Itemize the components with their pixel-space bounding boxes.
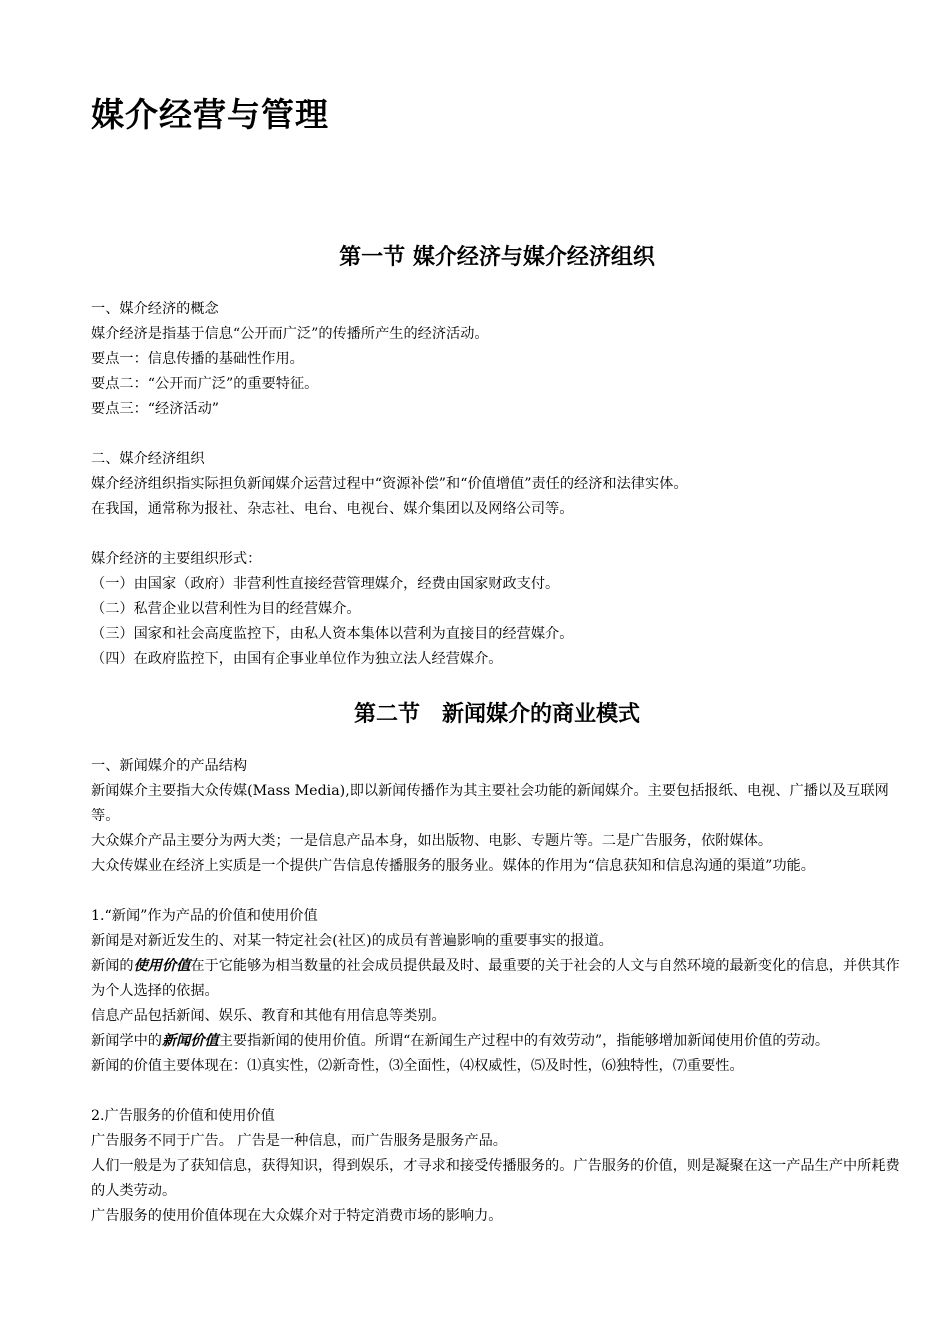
organization-examples: 在我国，通常称为报社、杂志社、电台、电视台、媒介集团以及网络公司等。: [91, 501, 574, 517]
news-value-para-1: 新闻是对新近发生的、对某一特定社会(社区)的成员有普遍影响的重要事实的报道。: [91, 933, 613, 949]
news-value-heading: 1.“新闻”作为产品的价值和使用价值: [91, 908, 318, 924]
news-value-para-2: [91, 954, 903, 1004]
news-value-para-2-prefix: 新闻的: [91, 958, 134, 974]
organization-definition: 媒介经济组织指实际担负新闻媒介运营过程中“资源补偿”和“价值增值”责任的经济和法律实体。: [91, 476, 688, 492]
ad-value-para-1: 广告服务不同于广告。 广告是一种信息，而广告服务是服务产品。: [91, 1133, 507, 1149]
concept-point-1: 要点一：信息传播的基础性作用。: [91, 351, 304, 367]
product-structure-heading: 一、新闻媒介的产品结构: [91, 758, 248, 774]
form-item-4: （四）在政府监控下，由国有企事业单位作为独立法人经营媒介。: [91, 651, 503, 667]
spacer: [91, 879, 903, 904]
news-value-para-3: 信息产品包括新闻、娱乐、教育和其他有用信息等类别。: [91, 1008, 446, 1024]
organization-heading: 二、媒介经济组织: [91, 451, 205, 467]
section1-heading: 第一节 媒介经济与媒介经济组织: [339, 244, 655, 270]
ad-value-para-2: 人们一般是为了获知信息，获得知识，得到娱乐，才寻求和接受传播服务的。广告服务的价值，则是凝聚在这一产品生产中所耗费的人类劳动。: [91, 1158, 900, 1199]
news-value-para-4-suffix: 主要指新闻的使用价值。所谓“在新闻生产过程中的有效劳动”，指能够增加新闻使用价值的劳动。: [218, 1033, 830, 1049]
product-structure-para-2: 大众媒介产品主要分为两大类；一是信息产品本身，如出版物、电影、专题片等。二是广告服务，依附媒体。: [91, 833, 773, 849]
spacer: [91, 522, 903, 547]
concept-point-2: 要点二：“公开而广泛”的重要特征。: [91, 376, 319, 392]
form-item-2: （二）私营企业以营利性为目的经营媒介。: [91, 601, 361, 617]
ad-value-para-3: 广告服务的使用价值体现在大众媒介对于特定消费市场的影响力。: [91, 1208, 503, 1224]
document-title: 媒介经营与管理: [91, 95, 329, 134]
concept-heading: 一、媒介经济的概念: [91, 301, 219, 317]
section2-heading: 第二节 新闻媒介的商业模式: [353, 701, 640, 727]
news-value-para-4-prefix: 新闻学中的: [91, 1033, 162, 1049]
news-value-para-5: 新闻的价值主要体现在：⑴真实性，⑵新奇性，⑶全面性，⑷权威性，⑸及时性，⑹独特性，⑺重要性。: [91, 1058, 744, 1074]
news-value-para-4: [91, 1029, 903, 1054]
forms-heading: 媒介经济的主要组织形式：: [91, 551, 262, 567]
news-value-para-2-suffix: 在于它能够为相当数量的社会成员提供最及时、最重要的关于社会的人文与自然环境的最新变化的信息，并供其作为个人选择的依据。: [91, 958, 900, 999]
use-value-emphasis: 使用价值: [133, 958, 191, 974]
product-structure-para-1: 新闻媒介主要指大众传媒(Mass Media),即以新闻传播作为其主要社会功能的新闻媒介。主要包括报纸、电视、广播以及互联网等。: [91, 783, 889, 824]
product-structure-para-3: 大众传媒业在经济上实质是一个提供广告信息传播服务的服务业。媒体的作用为“信息获知和信息沟通的渠道”功能。: [91, 858, 815, 874]
news-value-emphasis: 新闻价值: [161, 1033, 219, 1049]
form-item-1: （一）由国家（政府）非营利性直接经营管理媒介，经费由国家财政支付。: [91, 576, 560, 592]
spacer: [91, 1079, 903, 1104]
section2-body: [91, 754, 903, 1229]
concept-point-3: 要点三：“经济活动”: [91, 401, 220, 417]
ad-value-heading: 2.广告服务的价值和使用价值: [91, 1108, 275, 1124]
concept-definition: 媒介经济是指基于信息“公开而广泛”的传播所产生的经济活动。: [91, 326, 489, 342]
section1-body: [91, 297, 903, 672]
spacer: [91, 422, 903, 447]
form-item-3: （三）国家和社会高度监控下，由私人资本集体以营利为直接目的经营媒介。: [91, 626, 574, 642]
